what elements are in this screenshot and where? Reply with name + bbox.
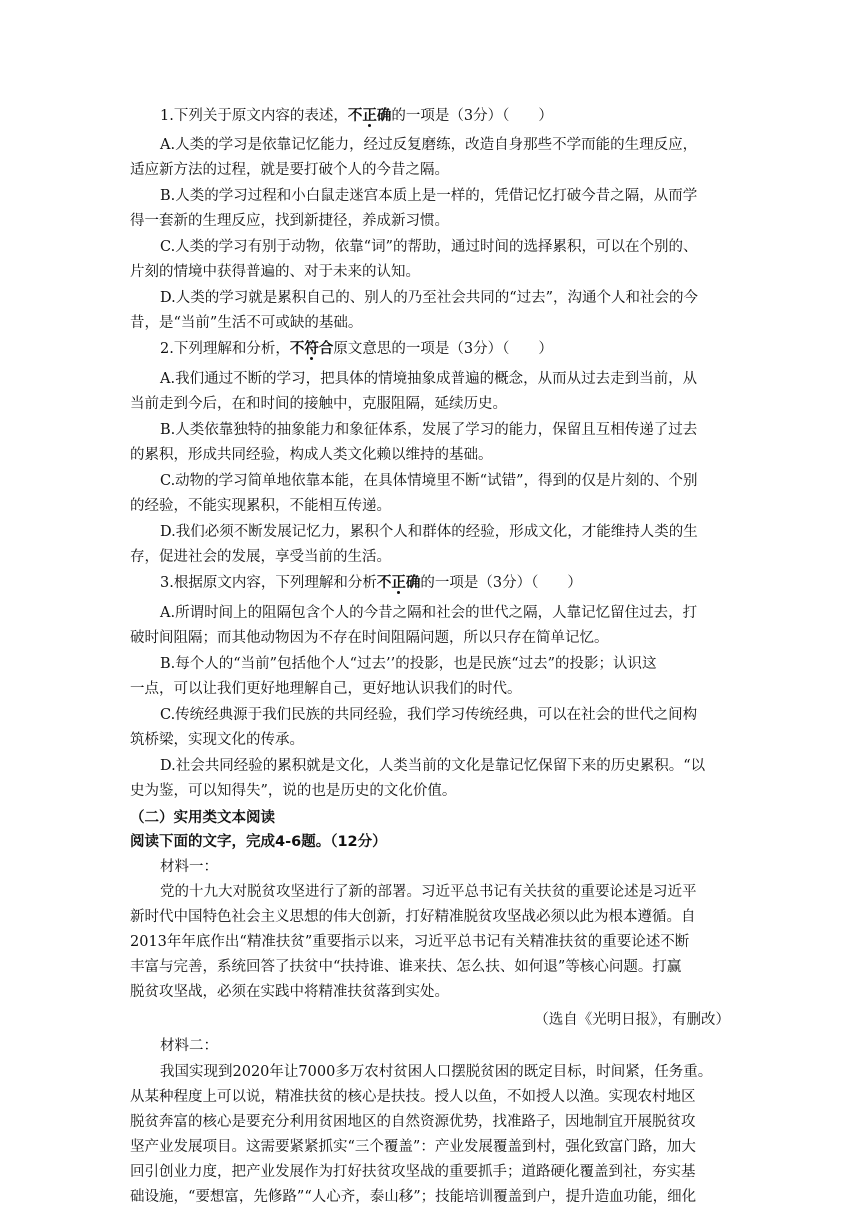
material1-line: 党的十九大对脱贫攻坚进行了新的部署。习近平总书记有关扶贫的重要论述是习近平	[160, 884, 697, 900]
material1-line: 脱贫攻坚战，必须在实践中将精准扶贫落到实处。	[130, 984, 449, 1000]
q2-stem-pre: 2.下列理解和分析，	[160, 341, 290, 357]
q2-option-a: A.我们通过不断的学习，把具体的情境抽象成普遍的概念，从而从过去走到当前，从	[160, 371, 698, 387]
q1-stem-post: 的一项是（3分）（ ）	[391, 108, 553, 124]
q1-stem	[160, 104, 730, 128]
material2-label: 材料二：	[160, 1038, 218, 1054]
q3-option-b-cont: 一点，可以让我们更好地理解自己，更好地认识我们的时代。	[130, 681, 522, 697]
q3-stem-post: 的一项是（3分）（ ）	[420, 575, 582, 591]
q3-option-a-cont: 破时间阻隔；而其他动物因为不存在时间阻隔问题，所以只存在简单记忆。	[130, 630, 609, 646]
material1-line: 新时代中国特色社会主义思想的伟大创新，打好精准脱贫攻坚战必须以此为根本遵循。自	[130, 909, 696, 925]
q2-option-a-cont: 当前走到今后，在和时间的接触中，克服阻隔，延续历史。	[130, 396, 507, 412]
q3-option-a: A.所谓时间上的阻隔包含个人的今昔之隔和社会的世代之隔，人靠记忆留住过去，打	[160, 605, 698, 621]
q1-stem-pre: 1.下列关于原文内容的表述，	[160, 108, 348, 124]
material2-line: 从某种程度上可以说，精准扶贫的核心是扶技。授人以鱼，不如授人以渔。实现农村地区	[130, 1089, 696, 1105]
q2-stem-post: 原文意思的一项是（3分）（ ）	[333, 341, 553, 357]
q2-option-c: C.动物的学习简单地依靠本能，在具体情境里不断“试错”，得到的仅是片刻的、个别	[160, 473, 698, 489]
q1-option-d-cont: 昔，是“当前”生活不可或缺的基础。	[130, 315, 363, 331]
material1-source: （选自《光明日报》，有删改）	[534, 1012, 730, 1028]
q3-option-d: D.社会共同经验的累积就是文化，人类当前的文化是靠记忆保留下来的历史累积。“以	[160, 758, 706, 774]
q2-option-d: D.我们必须不断发展记忆力，累积个人和群体的经验，形成文化，才能维持人类的生	[160, 524, 698, 540]
material1-label: 材料一：	[160, 859, 218, 875]
q3-option-c: C.传统经典源于我们民族的共同经验，我们学习传统经典，可以在社会的世代之间构	[160, 707, 698, 723]
q2-stem-emphasis: 不符合	[289, 340, 334, 357]
q2-option-c-cont: 的经验，不能实现累积，不能相互传递。	[130, 498, 391, 514]
q3-option-b: B.每个人的“当前”包括他个人“过去’’的投影，也是民族“过去”的投影；认识这	[160, 656, 657, 672]
q1-option-a: A.人类的学习是依靠记忆能力，经过反复磨练，改造自身那些不学而能的生理反应，	[160, 137, 698, 153]
q1-option-b: B.人类的学习过程和小白鼠走迷宫本质上是一样的，凭借记忆打破今昔之隔，从而学	[160, 188, 698, 204]
material1-line: 2013年年底作出“精准扶贫”重要指示以来，习近平总书记有关精准扶贫的重要论述不断	[130, 934, 690, 950]
material2-line: 础设施，“要想富，先修路”“人心齐，泰山移”；技能培训覆盖到户，提升造血功能，细化	[130, 1189, 697, 1205]
q3-option-c-cont: 筑桥梁，实现文化的传承。	[130, 732, 304, 748]
material2-line: 我国实现到2020年让7000多万农村贫困人口摆脱贫困的既定目标，时间紧，任务重。	[160, 1064, 713, 1080]
q3-stem-emphasis: 不正确	[376, 574, 421, 591]
q1-option-d: D.人类的学习就是累积自己的、别人的乃至社会共同的“过去”，沟通个人和社会的今	[160, 290, 699, 306]
q3-stem-pre: 3.根据原文内容，下列理解和分析	[160, 575, 377, 591]
q1-option-b-cont: 得一套新的生理反应，找到新捷径，养成新习惯。	[130, 213, 449, 229]
material2-line: 坚产业发展项目。这需要紧紧抓实“三个覆盖”：产业发展覆盖到村，强化致富门路，加大	[130, 1139, 696, 1155]
q2-option-b: B.人类依靠独特的抽象能力和象征体系，发展了学习的能力，保留且互相传递了过去	[160, 422, 698, 438]
q2-option-d-cont: 存，促进社会的发展，享受当前的生活。	[130, 549, 391, 565]
material2-line: 回引创业力度，把产业发展作为打好扶贫攻坚战的重要抓手；道路硬化覆盖到社，夯实基	[130, 1164, 696, 1180]
section-heading: （二）实用类文本阅读	[130, 810, 275, 826]
q3-option-d-cont: 史为鉴，可以知得失”，说的也是历史的文化价值。	[130, 783, 457, 799]
section-instruction: 阅读下面的文字，完成4-6题。（12分）	[130, 834, 387, 850]
q1-option-c-cont: 片刻的情境中获得普遍的、对于未来的认知。	[130, 264, 420, 280]
q1-option-a-cont: 适应新方法的过程，就是要打破个人的今昔之隔。	[130, 162, 449, 178]
q3-stem	[160, 571, 730, 595]
q2-option-b-cont: 的累积，形成共同经验，构成人类文化赖以维持的基础。	[130, 447, 493, 463]
material2-line: 脱贫奔富的核心是要充分利用贫困地区的自然资源优势，找准路子，因地制宜开展脱贫攻	[130, 1114, 696, 1130]
material1-line: 丰富与完善，系统回答了扶贫中“扶持谁、谁来扶、怎么扶、如何退”等核心问题。打赢	[130, 959, 682, 975]
q1-stem-emphasis: 不正确	[347, 107, 392, 124]
q2-stem	[160, 337, 730, 361]
q1-option-c: C.人类的学习有别于动物，依靠“词”的帮助，通过时间的选择累积，可以在个别的、	[160, 239, 698, 255]
